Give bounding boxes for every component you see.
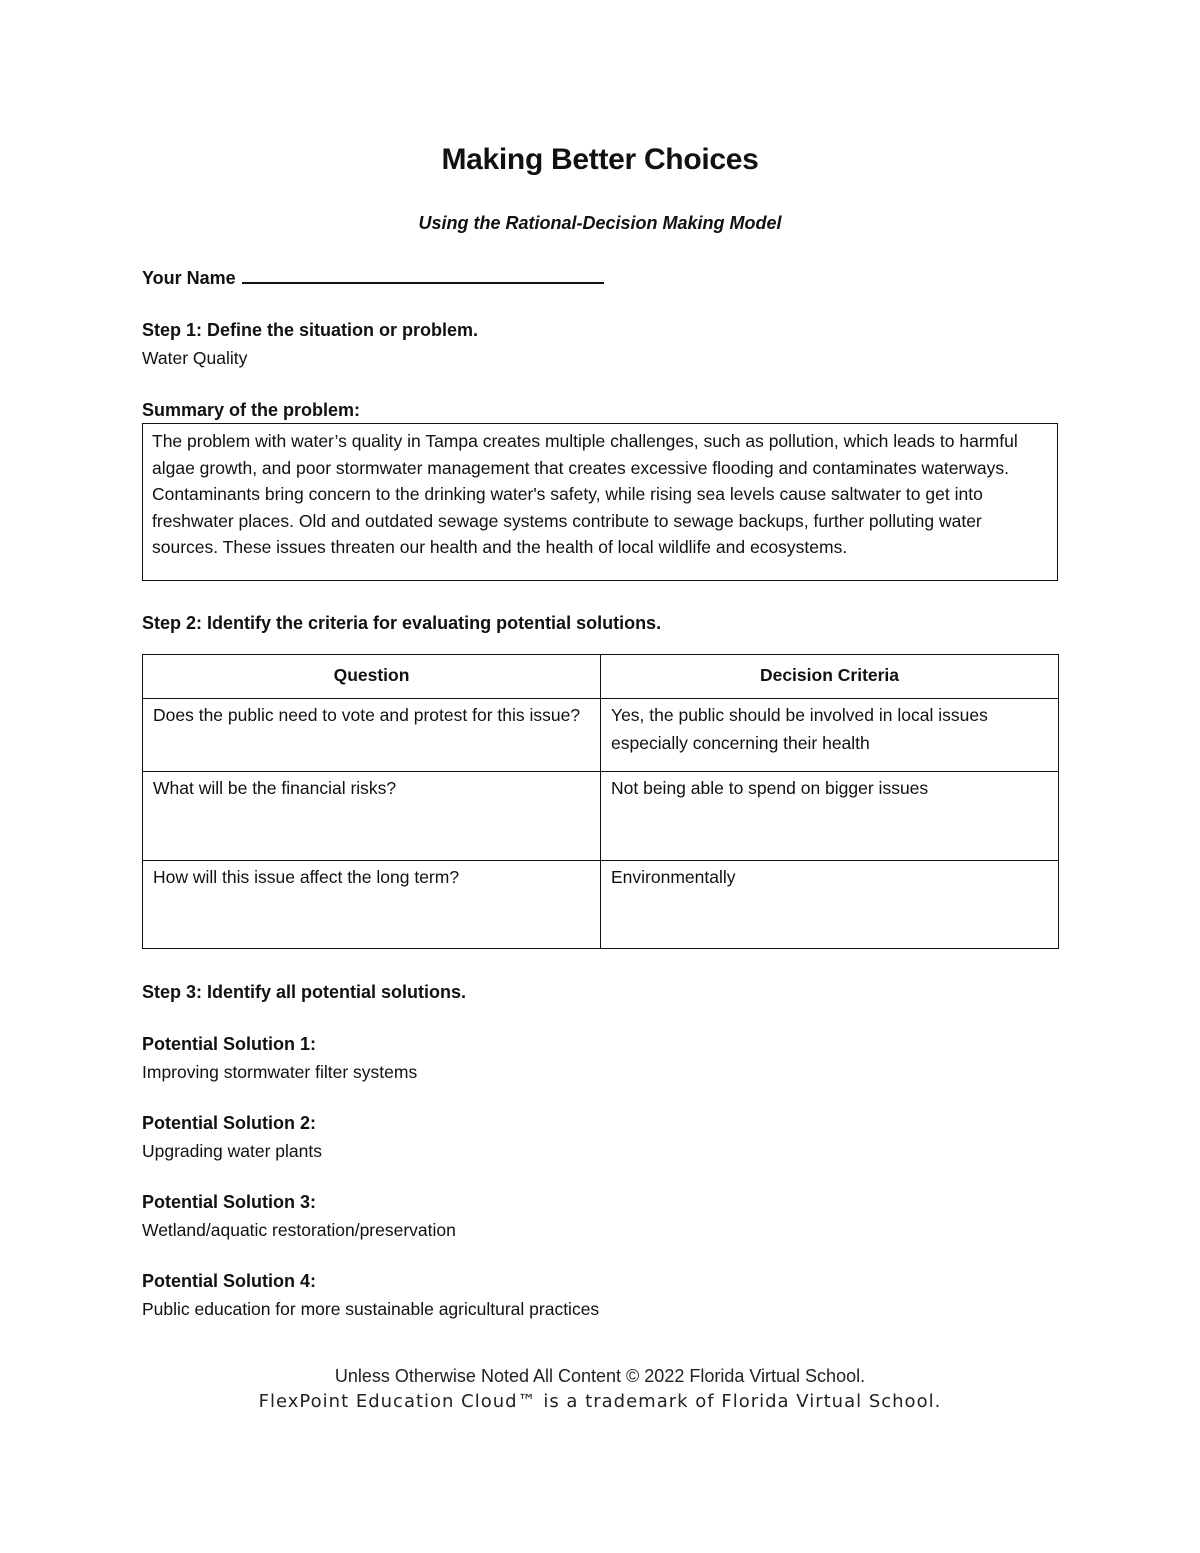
table-cell-question: Does the public need to vote and protest for this issue? bbox=[143, 699, 601, 772]
name-field bbox=[142, 268, 604, 289]
summary-heading: Summary of the problem: bbox=[142, 400, 361, 420]
table-cell-criteria: Not being able to spend on bigger issues bbox=[601, 772, 1059, 861]
table-cell-criteria: Environmentally bbox=[601, 861, 1059, 949]
solution-2-text: Upgrading water plants bbox=[142, 1141, 322, 1161]
table-cell-question: What will be the financial risks? bbox=[143, 772, 601, 861]
page-subtitle: Using the Rational-Decision Making Model bbox=[418, 213, 782, 233]
summary-box: The problem with water’s quality in Tampa creates multiple challenges, such as pollution, which leads to harmful algae growth, and poor stormwater management that creates excessive flooding and contaminates waterways. Contaminants bring concern to the drinking water's safety, while rising sea levels cause saltwater to get into freshwater places. Old and outdated sewage systems contribute to sewage backups, further polluting water sources. These issues threaten our health and the health of local wildlife and ecosystems. bbox=[142, 423, 1058, 581]
table-row bbox=[143, 699, 1059, 772]
solution-1-text: Improving stormwater filter systems bbox=[142, 1062, 418, 1082]
page-title: Making Better Choices bbox=[441, 143, 759, 176]
step1-answer: Water Quality bbox=[142, 348, 248, 368]
solution-4-text: Public education for more sustainable agricultural practices bbox=[142, 1299, 600, 1319]
table-row bbox=[143, 861, 1059, 949]
step2-heading: Step 2: Identify the criteria for evaluating potential solutions. bbox=[142, 613, 662, 633]
name-blank-line bbox=[242, 268, 604, 284]
name-label: Your Name bbox=[142, 268, 236, 288]
footer-copyright: Unless Otherwise Noted All Content © 2022 Florida Virtual School. bbox=[334, 1366, 866, 1386]
step3-heading: Step 3: Identify all potential solutions. bbox=[142, 982, 467, 1002]
step1-heading: Step 1: Define the situation or problem. bbox=[142, 320, 479, 340]
solution-1-label: Potential Solution 1: bbox=[142, 1034, 316, 1054]
solution-3-label: Potential Solution 3: bbox=[142, 1192, 316, 1212]
footer-trademark: FlexPoint Education Cloud™ is a trademark of Florida Virtual School. bbox=[258, 1391, 942, 1412]
table-header-criteria: Decision Criteria bbox=[601, 655, 1059, 699]
solution-2-label: Potential Solution 2: bbox=[142, 1113, 316, 1133]
table-header-question: Question bbox=[143, 655, 601, 699]
criteria-table bbox=[142, 654, 1059, 949]
solution-3-text: Wetland/aquatic restoration/preservation bbox=[142, 1220, 456, 1240]
table-header-row bbox=[143, 655, 1059, 699]
table-cell-question: How will this issue affect the long term? bbox=[143, 861, 601, 949]
table-cell-criteria: Yes, the public should be involved in local issues especially concerning their health bbox=[601, 699, 1059, 772]
solution-4-label: Potential Solution 4: bbox=[142, 1271, 316, 1291]
table-row bbox=[143, 772, 1059, 861]
